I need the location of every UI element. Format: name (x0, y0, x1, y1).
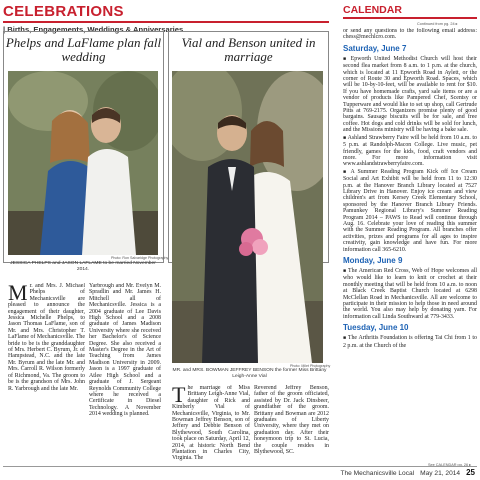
wedding-column-2: Reverend Jeffrey Benson, father of the groom officiated, assisted by Dr. Jack Dinsbeer, grandfather of the groom. Brittany and Bowman are 2012 graduates of Liberty University, where they met on graduation day. After their honeymoon trip to St. Lucia, the couple resides in Blythewood, SC. (254, 385, 329, 456)
calendar-column (343, 28, 477, 462)
bullet-icon: ■ (343, 336, 348, 342)
footer-rule (3, 466, 477, 467)
page-footer (340, 468, 475, 477)
calendar-event (343, 56, 477, 134)
engagement-column-1 (8, 283, 85, 466)
calendar-event-text: The American Red Cross, Web of Hope welcomes all who would like to learn to knit or crochet at their monthly meeting that will be held from 10 a.m. to noon at Black Creek Baptist Church located at 6298 McClellan Road in Mechanicsville. All are welcome to participate in their mission to help those in need around the world. You also may help by donating yarn. For information call Linda Southward at 779-3433. (343, 268, 477, 320)
calendar-event (343, 169, 477, 253)
calendar-event-text: Ashland Strawberry Faire will be held from 10 a.m. to 5 p.m. at Randolph-Macon College. Live music, pet friendly, games for the kids, food, craft vendors and more. For more information visit www.ashlandstrawberryfaire.com. (343, 134, 477, 168)
wedding-col1-text: he marriage of Miss Brittany Leigh-Anne Vial, daughter of Rick and Kimberly Vial of Mechanicsville, Virginia, to Mr. Bowman Jeffrey Benson, son of Jeffery and Debbie Benson of Blythewood, South Carolina, took place on Saturday, April 12, 2014, at historic North Bend Plantation in Charles City, Virginia. The (172, 385, 250, 462)
engagement-headline: Phelps and LaFlame plan fall wedding (5, 35, 162, 64)
calendar-date-heading: Monday, June 9 (343, 256, 403, 265)
calendar-title: CALENDAR (343, 4, 402, 16)
issue-date: May 21, 2014 (420, 470, 461, 477)
see-calendar-link[interactable]: See CALENDAR pg. 26 ▸ (428, 463, 472, 467)
calendar-event-text: Epworth United Methodist Church will host their second flea market from 8 a.m. to 1 p.m. at the church, which is located at 11 Epworth Road in Aylett, or the corner of Route 30 and Epworth Road. Spaces, which will be 10-by-10-feet, will be available to rent for $10. If you have homemade crafts, yard sale items or are a vendor of products like Pampered Chef, Scentsy or Tupperware and would like to set up shop, call Gertrude Pitts at 769-2175. Organizers promise plenty of good bargains. Sausage biscuits will be for sale, and free coffee. Hot dogs and cold drinks will be sold for lunch, and the Missions ministry will be having a bake sale. (343, 55, 477, 134)
calendar-event-text: The Arthritis Foundation is offering Tai Chi from 1 to 2 p.m. at the Church of the (343, 335, 477, 349)
drop-cap: T (172, 385, 186, 407)
continued-from-link[interactable]: Continued from pg. 24 ▸ (417, 22, 458, 26)
bullet-icon: ■ (343, 56, 351, 62)
calendar-event (343, 335, 477, 349)
section-title: CELEBRATIONS (3, 3, 124, 20)
wedding-column-1 (172, 385, 250, 466)
calendar-header (343, 4, 477, 19)
couple-photo-illustration (8, 71, 158, 255)
wedding-photo-credit: Photo: Milet Photography (290, 364, 331, 368)
page-number: 25 (466, 468, 475, 477)
engagement-col1-text: r. and Mrs. J. Michael Phelps of Mechanicsville are pleased to announce the engagement of their daughter, Jessica Michelle Phelps, to Jason Thomas LaFlame, son of Mr. and Mrs. Christopher T. LaFlame of Mechanicsville. The bride to be is the granddaughter of Mrs. Herbert C. Byrum, Jr. of Hampstead, N.C. and the late Mr. Byrum and the late Mr. and Mrs. Carroll R. Wilson formerly of Richmond, Va. The groom to be is the grandson of Mrs. John R. Yarbrough and the late Mr. (8, 283, 85, 392)
celebrations-header (3, 4, 329, 34)
bride-groom-photo-illustration (172, 71, 323, 363)
calendar-date-heading: Tuesday, June 10 (343, 323, 409, 333)
wedding-photo (172, 71, 323, 363)
section-subtitle: | Births, Engagements, Weddings & Anniversaries (3, 24, 184, 34)
bullet-icon: ■ (343, 269, 349, 274)
calendar-date-heading: Saturday, June 7 (343, 43, 407, 53)
engagement-photo-credit: Photo: Ron Salvaridge Photography (111, 256, 169, 260)
engagement-photo (8, 71, 158, 255)
calendar-intro: or send any questions to the following email address: chess@mechlcro.com. (343, 28, 477, 41)
calendar-rule (343, 17, 477, 19)
calendar-event-text: A Summer Reading Program Kick off Ice Cream Social and Art Exhibit will be held from 11 to 12:30 p.m. at the Hanover Branch Library located at 7527 Library Drive in Hanover. Enjoy ice cream and view children's art from Kersey Creek Elementary School, sponsored by the Hanover Branch Library Friends. Pamunkey Regional Library's Summer Reading Program 2014 – PAWS to Read will continue through Aug. 16. Celebrate your love of reading this summer with the Summer Reading Program. All branches offer activities, prizes and programs for all ages to inspire creativity, gain knowledge and have fun. For more information call 365-6210. (343, 168, 477, 253)
engagement-caption: JESSICA PHELPS and JASON LAFLAME to be married November 2014. (10, 261, 156, 272)
section-rule (3, 21, 329, 23)
wedding-caption: MR. and MRS. BOWMAN JEFFREY BENSON the former Miss Brittany Leigh-Anne Vial (172, 368, 327, 379)
bullet-icon: ■ (343, 169, 351, 175)
calendar-event (343, 135, 477, 168)
publication-name: The Mechanicsville Local (340, 470, 415, 477)
calendar-event (343, 268, 477, 320)
drop-cap: M (8, 283, 28, 305)
engagement-column-2: Yarbrough and Mr. Evelyn M. Spradlin and Mr. James H. Mitchell all of Mechanicsville. Jessica is a 2004 graduate of Lee Davis High School and a 2008 graduate of James Madison University where she received her Bachelor's of Science Degree. She also received a Master's Degree in the Art of Teaching from James Madison University in 2009. Jason is a 1997 graduate of Atlee High School and a graduate of J. Sergeant Reynolds Community College where he received a Certificate in Diesel Technology. A November 2014 wedding is planned. (89, 283, 161, 418)
wedding-headline: Vial and Benson united in marriage (181, 35, 316, 64)
bullet-icon: ■ (343, 135, 348, 141)
